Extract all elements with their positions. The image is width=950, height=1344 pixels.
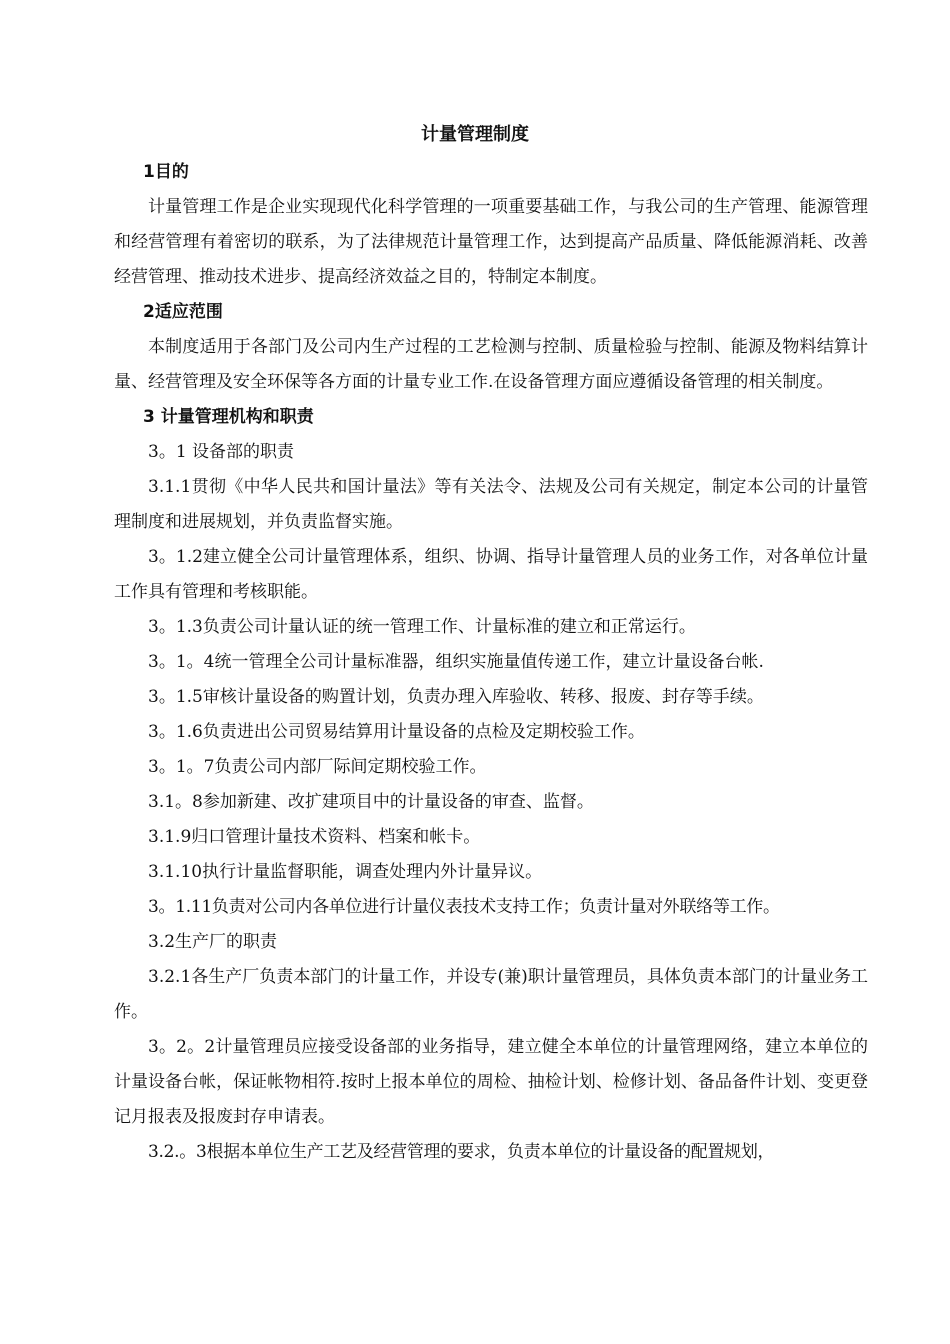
section-heading: 3 计量管理机构和职责	[143, 407, 314, 427]
section-heading: 2适应范围	[143, 302, 223, 322]
paragraph: 本制度适用于各部门及公司内生产过程的工艺检测与控制、质量检验与控制、能源及物料结算计量、经营管理及安全环保等各方面的计量专业工作.在设备管理方面应遵循设备管理的相关制度。	[114, 337, 868, 392]
paragraph: 3。1.6负责进出公司贸易结算用计量设备的点检及定期校验工作。	[148, 722, 645, 742]
paragraph: 3。1.2建立健全公司计量管理体系，组织、协调、指导计量管理人员的业务工作，对各单位计量工作具有管理和考核职能。	[114, 547, 868, 602]
paragraph: 3。1.3负责公司计量认证的统一管理工作、计量标准的建立和正常运行。	[148, 617, 696, 637]
paragraph: 计量管理工作是企业实现现代化科学管理的一项重要基础工作，与我公司的生产管理、能源管理和经营管理有着密切的联系，为了法律规范计量管理工作，达到提高产品质量、降低能源消耗、改善经营管理、推动技术进步、提高经济效益之目的，特制定本制度。	[114, 197, 868, 287]
paragraph: 3.1.1贯彻《中华人民共和国计量法》等有关法令、法规及公司有关规定，制定本公司的计量管理制度和进展规划，并负责监督实施。	[114, 477, 868, 532]
paragraph: 3.1。8参加新建、改扩建项目中的计量设备的审查、监督。	[148, 792, 594, 812]
paragraph: 3。2。2计量管理员应接受设备部的业务指导，建立健全本单位的计量管理网络，建立本单位的计量设备台帐，保证帐物相符.按时上报本单位的周检、抽检计划、检修计划、备品备件计划、变更登记月报表及报废封存申请表。	[114, 1037, 868, 1127]
document-body	[114, 155, 868, 1170]
paragraph: 3.2生产厂的职责	[148, 932, 278, 952]
paragraph: 3.1.10执行计量监督职能，调查处理内外计量异议。	[148, 862, 543, 882]
paragraph: 3.2.1各生产厂负责本部门的计量工作，并设专(兼)职计量管理员，具体负责本部门的计量业务工作。	[114, 967, 868, 1022]
document-title: 计量管理制度	[421, 124, 529, 145]
paragraph: 3。1.5审核计量设备的购置计划，负责办理入库验收、转移、报废、封存等手续。	[148, 687, 764, 707]
section-heading: 1目的	[143, 162, 189, 182]
paragraph: 3。1。4统一管理全公司计量标准器，组织实施量值传递工作，建立计量设备台帐.	[148, 652, 764, 672]
paragraph: 3。1。7负责公司内部厂际间定期校验工作。	[148, 757, 487, 777]
paragraph: 3.2.。3根据本单位生产工艺及经营管理的要求，负责本单位的计量设备的配置规划，	[148, 1142, 775, 1162]
paragraph: 3。1.11负责对公司内各单位进行计量仪表技术支持工作；负责计量对外联络等工作。	[148, 897, 780, 917]
paragraph: 3。1 设备部的职责	[148, 442, 295, 462]
paragraph: 3.1.9归口管理计量技术资料、档案和帐卡。	[148, 827, 481, 847]
